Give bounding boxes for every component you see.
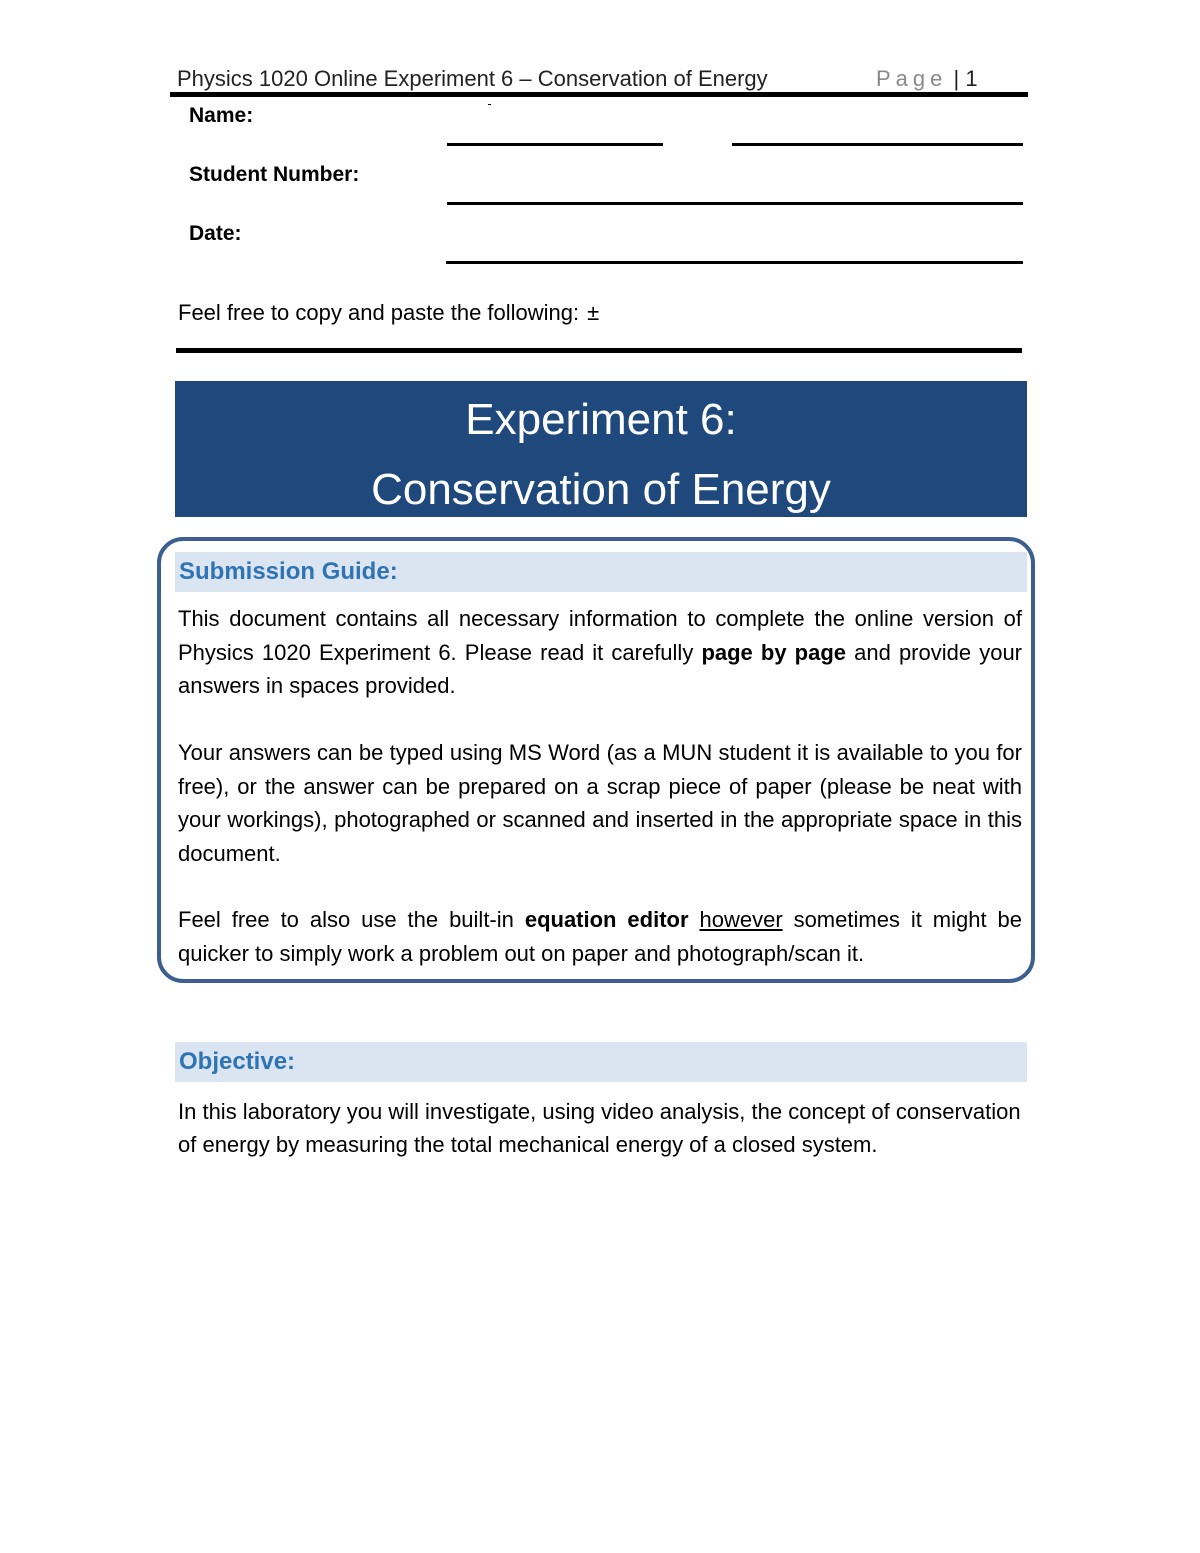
submission-guide-paragraph-3 xyxy=(178,903,1022,970)
p3-text: Feel free to also use the built-in xyxy=(178,907,525,932)
date-field[interactable] xyxy=(446,261,1023,264)
plus-minus-symbol[interactable]: ± xyxy=(587,300,600,325)
page-number-indicator xyxy=(876,66,978,92)
p1-text-end: and provide your answers in spaces provided. xyxy=(178,639,1023,698)
submission-guide-paragraph-2 xyxy=(178,736,1022,870)
copy-note-text: Feel free to copy and paste the following: xyxy=(178,300,580,325)
objective-heading: Objective: xyxy=(175,1042,1027,1082)
page-separator: | xyxy=(947,66,966,91)
name-label: Name: xyxy=(189,104,254,127)
p2-text: Your answers can be typed using MS Word (as a MUN student it is available to you for free), or the answer can be prepared on a scrap piece of paper (please be neat with your workings), photographed or scanned and inserted in the appropriate space in this document. xyxy=(178,740,1022,866)
page-number: 1 xyxy=(965,66,978,91)
title-banner xyxy=(175,381,1027,517)
student-number-label: Student Number: xyxy=(189,163,360,186)
page-header-title: Physics 1020 Online Experiment 6 – Conservation of Energy xyxy=(177,66,768,91)
submission-guide-paragraph-1 xyxy=(178,602,1022,703)
header-rule xyxy=(170,92,1028,97)
name-field-last[interactable] xyxy=(732,143,1023,146)
name-field-first[interactable] xyxy=(447,143,663,146)
section-rule xyxy=(176,348,1022,353)
p3-bold-text: equation editor xyxy=(524,907,689,932)
p3-space xyxy=(689,907,700,932)
page-word: Page xyxy=(876,66,948,91)
objective-text: In this laboratory you will investigate, using video analysis, the concept of conservation of energy by measuring the total mechanical energy of a closed system. xyxy=(178,1099,1021,1157)
student-number-field[interactable] xyxy=(447,202,1023,205)
p1-bold-text: page by page xyxy=(701,639,847,665)
date-label: Date: xyxy=(189,222,242,245)
title-line-2: Conservation of Energy xyxy=(371,465,831,514)
submission-guide-heading: Submission Guide: xyxy=(175,552,1027,592)
field-mark xyxy=(488,104,491,105)
copy-note xyxy=(178,300,599,326)
p3-underlined-text: however xyxy=(699,907,783,932)
p3-text-end: sometimes it might be quicker to simply work a problem out on paper and photograph/scan it. xyxy=(178,907,1023,966)
p1-text: This document contains all necessary information to complete the online version of Physics 1020 Experiment 6. Please read it carefully xyxy=(178,606,1022,665)
title-line-1: Experiment 6: xyxy=(465,395,737,444)
